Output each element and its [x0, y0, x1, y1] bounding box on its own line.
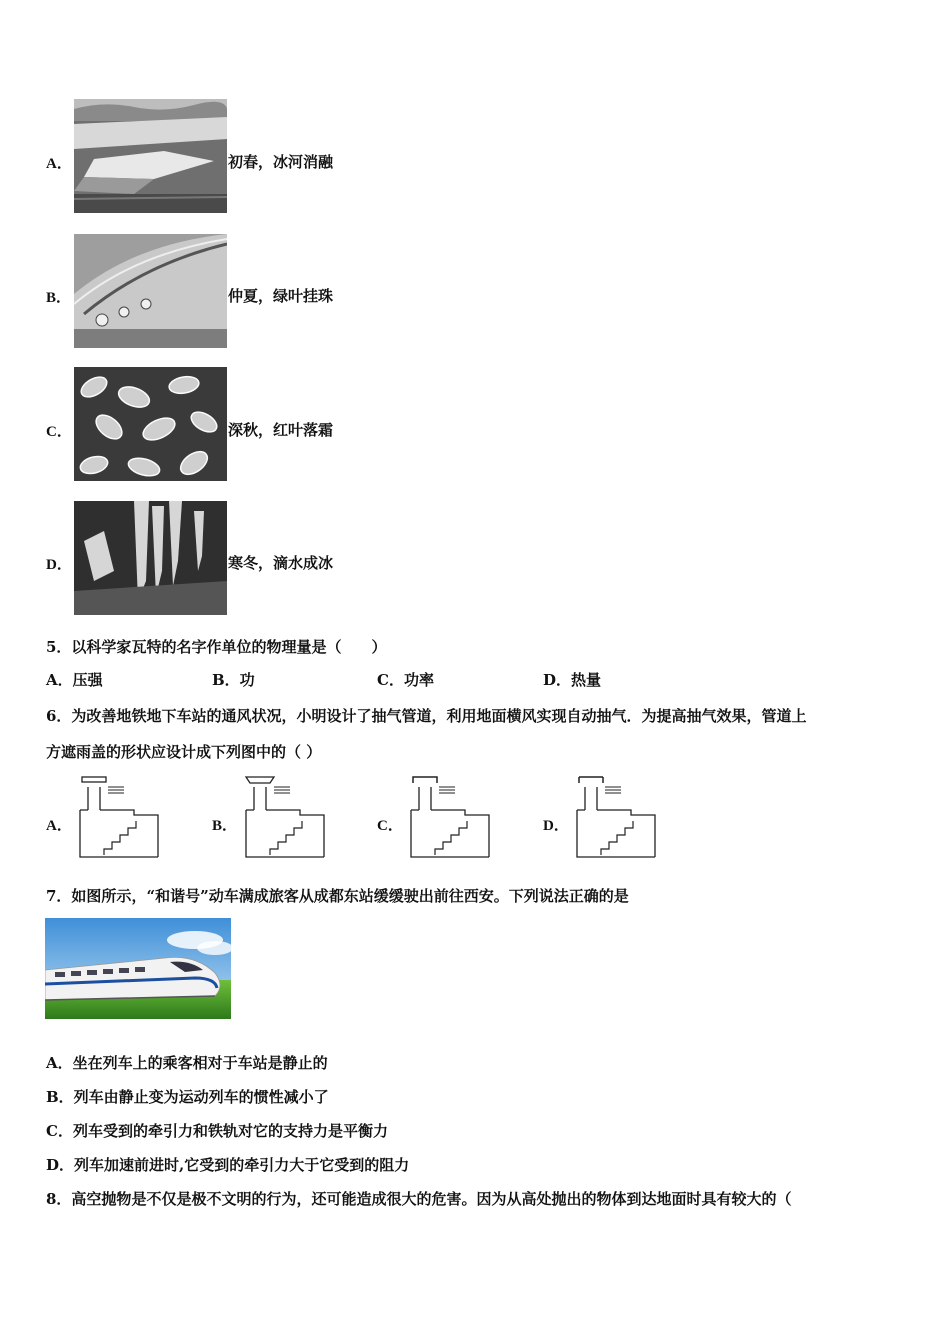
melting-ice-river-photo	[74, 99, 227, 213]
option-caption: 仲夏，绿叶挂珠	[228, 287, 334, 305]
q5-option-a: A．压强	[46, 671, 103, 689]
q5-stem: 5．以科学家瓦特的名字作单位的物理量是（ ）	[46, 638, 387, 656]
option-letter: A．	[46, 818, 72, 834]
option-letter: D．	[46, 557, 72, 573]
option-letter: B．	[212, 818, 238, 834]
q7-stem: 7．如图所示，“和谐号”动车满成旅客从成都东站缓缓驶出前往西安。下列说法正确的是	[46, 887, 629, 905]
q7-option-a: A．坐在列车上的乘客相对于车站是静止的	[46, 1054, 328, 1072]
option-letter: A．	[46, 156, 72, 172]
ventilation-duct-diagram	[571, 775, 661, 860]
ventilation-duct-diagram	[74, 775, 164, 860]
frosted-leaves-photo	[74, 367, 227, 481]
q7-option-d: D．列车加速前进时,它受到的牵引力大于它受到的阻力	[46, 1156, 410, 1174]
q6-stem-line1: 6．为改善地铁地下车站的通风状况，小明设计了抽气管道，利用地面横风实现自动抽气．为提高抽气效果，管道上	[46, 707, 807, 725]
option-caption: 深秋，红叶落霜	[228, 421, 334, 439]
high-speed-train-photo	[45, 918, 231, 1019]
q5-option-d: D．热量	[543, 671, 602, 689]
option-caption: 寒冬，滴水成冰	[228, 554, 334, 572]
icicles-photo	[74, 501, 227, 615]
option-letter: C．	[377, 818, 403, 834]
option-caption: 初春，冰河消融	[228, 153, 334, 171]
option-letter: D．	[543, 818, 569, 834]
ventilation-duct-diagram	[405, 775, 495, 860]
q5-option-b: B．功	[212, 671, 255, 689]
ventilation-duct-diagram	[240, 775, 330, 860]
q7-option-b: B．列车由静止变为运动列车的惯性减小了	[46, 1088, 329, 1106]
q5-option-c: C．功率	[377, 671, 434, 689]
q7-option-c: C．列车受到的牵引力和铁轨对它的支持力是平衡力	[46, 1122, 388, 1140]
option-letter: B．	[46, 290, 72, 306]
q8-stem: 8．高空抛物是不仅是极不文明的行为，还可能造成很大的危害。因为从高处抛出的物体到达地面时具有较大的（	[46, 1190, 792, 1208]
option-letter: C．	[46, 424, 72, 440]
q6-stem-line2: 方遮雨盖的形状应设计成下列图中的（ ）	[46, 743, 322, 761]
dew-on-leaf-photo	[74, 234, 227, 348]
